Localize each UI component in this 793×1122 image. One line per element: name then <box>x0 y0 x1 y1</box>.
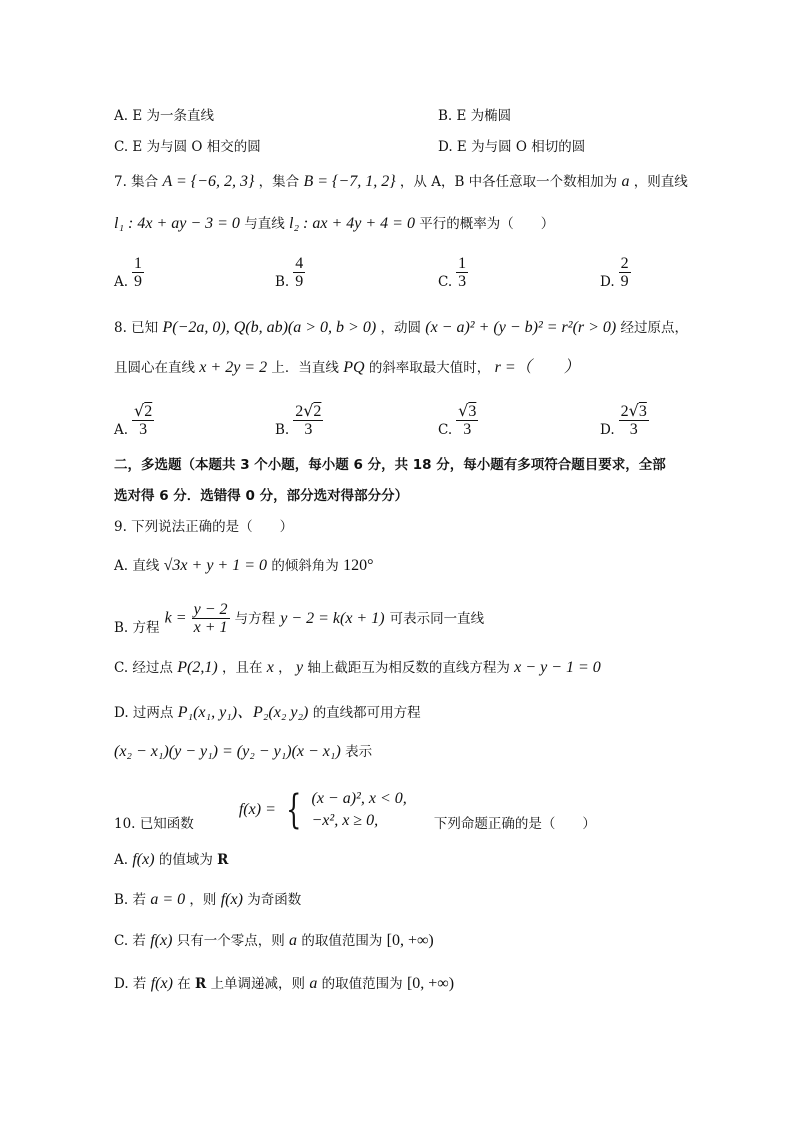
q10-c-range: [0, +∞) <box>386 932 434 949</box>
q10-text: D. 若 <box>114 976 147 992</box>
q7-var-a: a <box>621 173 630 190</box>
q10-text: 在 <box>177 976 191 992</box>
q8-r-eq: r =（ ） <box>494 359 580 376</box>
q7-text: 7. 集合 <box>114 174 159 190</box>
q10-piece2: −x², x ≥ 0, <box>311 812 379 829</box>
radicand: 2 <box>313 403 322 420</box>
q10-fx: f(x) = <box>238 801 276 818</box>
option-label: B. <box>275 274 290 290</box>
radical-coef: 2 <box>620 403 629 420</box>
fraction-denominator: 3 <box>463 421 472 438</box>
fraction-denominator: 9 <box>620 273 629 290</box>
q8-line-eq: x + 2y = 2 <box>199 359 268 376</box>
q9-c-x: x <box>266 659 274 676</box>
q10-text: 的值域为 <box>158 852 213 868</box>
q9-d-eq: (x₂ − x₁)(y − y₁) = (y₂ − y₁)(x − x₁) <box>114 743 341 760</box>
q7-text: ，从 A，B 中各任意取一个数相加为 <box>399 174 618 190</box>
q10-option-b <box>114 890 703 910</box>
q10-text: 为奇函数 <box>247 892 302 908</box>
q9-option-d <box>114 703 703 723</box>
q7-stem-line2 <box>114 214 703 234</box>
option-label: C. <box>438 422 453 438</box>
q8-options <box>114 398 714 438</box>
option-label: C. <box>438 274 453 290</box>
q7-text: 与直线 <box>244 216 285 232</box>
q9-text: 的倾斜角为 <box>271 558 339 574</box>
q8-text: 且圆心在直线 <box>114 360 195 376</box>
q7-text: ，集合 <box>258 174 300 190</box>
q9-option-b <box>114 594 733 638</box>
sqrt-icon: √ <box>134 401 145 420</box>
q10-piece1: (x − a)², x < 0, <box>311 790 407 807</box>
radical-coef: 2 <box>295 403 304 420</box>
fraction-numerator: y − 2 <box>193 601 228 618</box>
option-label: D. <box>600 422 615 438</box>
q10-text: 只有一个零点，则 <box>176 933 285 949</box>
q10-b-cond: a = 0 <box>150 891 186 908</box>
q10-piecewise <box>312 788 407 832</box>
q10-text: ，则 <box>189 892 217 908</box>
fraction-numerator: 4 <box>295 255 304 272</box>
q7-option-a <box>114 255 144 290</box>
q8-text: 上．当直线 <box>271 360 339 376</box>
q8-points: P(−2a, 0), Q(b, ab)(a > 0, b > 0) <box>162 319 377 336</box>
q9-d-points: P₁(x₁, y₁)、P₂(x₂ y₂) <box>177 704 309 721</box>
radicand: 3 <box>468 403 477 420</box>
q8-text: 的斜率取最大值时， <box>368 360 491 376</box>
fraction-numerator: 2 <box>620 255 629 272</box>
q9-c-point: P(2,1) <box>177 659 218 676</box>
q6-option-d: D. E 为与圆 O 相切的圆 <box>438 139 586 155</box>
q9-option-c <box>114 658 703 678</box>
q8-option-d <box>600 402 649 438</box>
q9-text: ，且在 <box>221 660 263 676</box>
q10-option-a: A. f(x) 的值域为 R <box>114 851 229 868</box>
q8-text: 经过原点， <box>620 320 689 336</box>
q7-option-b <box>275 255 305 290</box>
option-label: A. <box>114 274 129 290</box>
q7-set-b: B = {−7, 1, 2} <box>303 173 396 190</box>
q10-text: C. 若 <box>114 933 146 949</box>
sqrt-icon: √ <box>628 401 639 420</box>
brace-icon: { <box>286 787 302 833</box>
real-set-r: R <box>195 976 207 992</box>
fraction-denominator: x + 1 <box>193 619 228 636</box>
q6-option-a: A. E 为一条直线 <box>114 108 214 124</box>
option-label: A. <box>114 422 129 438</box>
q10-text: 下列命题正确的是（ ） <box>433 816 596 832</box>
q8-stem-line1 <box>114 318 703 338</box>
q10-text: 上单调递减，则 <box>210 976 306 992</box>
q10-fx: f(x) <box>220 891 243 908</box>
fraction-numerator: 1 <box>458 255 467 272</box>
q9-text: 轴上截距互为相反数的直线方程为 <box>307 660 510 676</box>
q7-options <box>114 250 714 290</box>
q7-line-l2: l₂ : ax + 4y + 4 = 0 <box>289 215 415 232</box>
q9-text: B. 方程 <box>114 620 160 636</box>
q10-text: 的取值范围为 <box>301 933 383 949</box>
q9-text: A. 直线 <box>114 558 160 574</box>
q10-fx: f(x) <box>150 975 173 992</box>
q10-var-a: a <box>289 932 298 949</box>
q9-a-eq: √3x + y + 1 = 0 <box>163 557 268 574</box>
q8-text: 8. 已知 <box>114 320 159 336</box>
q9-text: 的直线都可用方程 <box>312 705 421 721</box>
q10-text: 的取值范围为 <box>321 976 403 992</box>
q10-fx: f(x) <box>132 851 155 868</box>
q9-text: ， <box>278 660 292 676</box>
q8-stem-line2 <box>114 358 703 378</box>
q7-set-a: A = {−6, 2, 3} <box>162 173 255 190</box>
option-label: B. <box>275 422 290 438</box>
q10-option-c <box>114 931 703 951</box>
sqrt-icon: √ <box>458 401 469 420</box>
fraction-denominator: 9 <box>134 273 143 290</box>
fraction-numerator: 1 <box>134 255 143 272</box>
q9-text: 可表示同一直线 <box>389 611 485 627</box>
q10-var-a: a <box>309 975 318 992</box>
fraction-denominator: 9 <box>295 273 304 290</box>
radicand: 2 <box>144 403 153 420</box>
q7-option-d <box>600 255 631 290</box>
fraction-denominator: 3 <box>458 273 467 290</box>
q9-c-y: y <box>295 659 304 676</box>
q7-text: 平行的概率为（ ） <box>419 216 555 232</box>
q8-option-b <box>275 402 323 438</box>
q8-circle-eq: (x − a)² + (y − b)² = r²(r > 0) <box>425 319 617 336</box>
q9-b-eq: y − 2 = k(x + 1) <box>280 610 385 627</box>
fraction-denominator: 3 <box>629 421 638 438</box>
q10-option-d <box>114 974 703 994</box>
q9-text: 表示 <box>345 744 373 760</box>
q8-option-c <box>438 402 478 438</box>
q6-option-c: C. E 为与圆 O 相交的圆 <box>114 139 261 155</box>
q9-option-a <box>114 556 703 576</box>
q10-text: 10. 已知函数 <box>114 816 194 832</box>
sqrt-icon: √ <box>303 401 314 420</box>
option-label: D. <box>600 274 615 290</box>
q9-text: C. 经过点 <box>114 660 173 676</box>
q9-a-angle: 120° <box>343 557 374 574</box>
real-set-r: R <box>217 852 229 868</box>
q9-text: D. 过两点 <box>114 705 174 721</box>
q7-line-l1: l₁ : 4x + ay − 3 = 0 <box>114 215 240 232</box>
q9-stem: 9. 下列说法正确的是（ ） <box>114 519 294 535</box>
q6-option-b: B. E 为椭圆 <box>438 108 512 124</box>
q10-stem <box>114 778 733 833</box>
q9-k: k = <box>164 609 187 627</box>
q10-fx: f(x) <box>150 932 173 949</box>
q9-text: 与方程 <box>234 611 276 627</box>
q7-text: ，则直线 <box>633 174 688 190</box>
section-heading-line1: 二，多选题（本题共 3 个小题，每小题 6 分，共 18 分，每小题有多项符合题目要求，全部 <box>114 457 666 473</box>
q9-option-d-eq <box>114 742 703 762</box>
fraction-denominator: 3 <box>139 421 148 438</box>
q7-option-c <box>438 255 468 290</box>
fraction-denominator: 3 <box>304 421 313 438</box>
q8-text: ，动圆 <box>380 320 421 336</box>
section-heading-line2: 选对得 6 分．选错得 0 分，部分选对得部分分） <box>114 488 409 504</box>
q8-option-a <box>114 402 154 438</box>
radicand: 3 <box>638 403 647 420</box>
q10-d-range: [0, +∞) <box>406 975 455 992</box>
q9-c-eq: x − y − 1 = 0 <box>514 659 601 676</box>
q7-stem-line1 <box>114 172 703 192</box>
q10-text: B. 若 <box>114 892 147 908</box>
q8-pq: PQ <box>343 359 365 376</box>
